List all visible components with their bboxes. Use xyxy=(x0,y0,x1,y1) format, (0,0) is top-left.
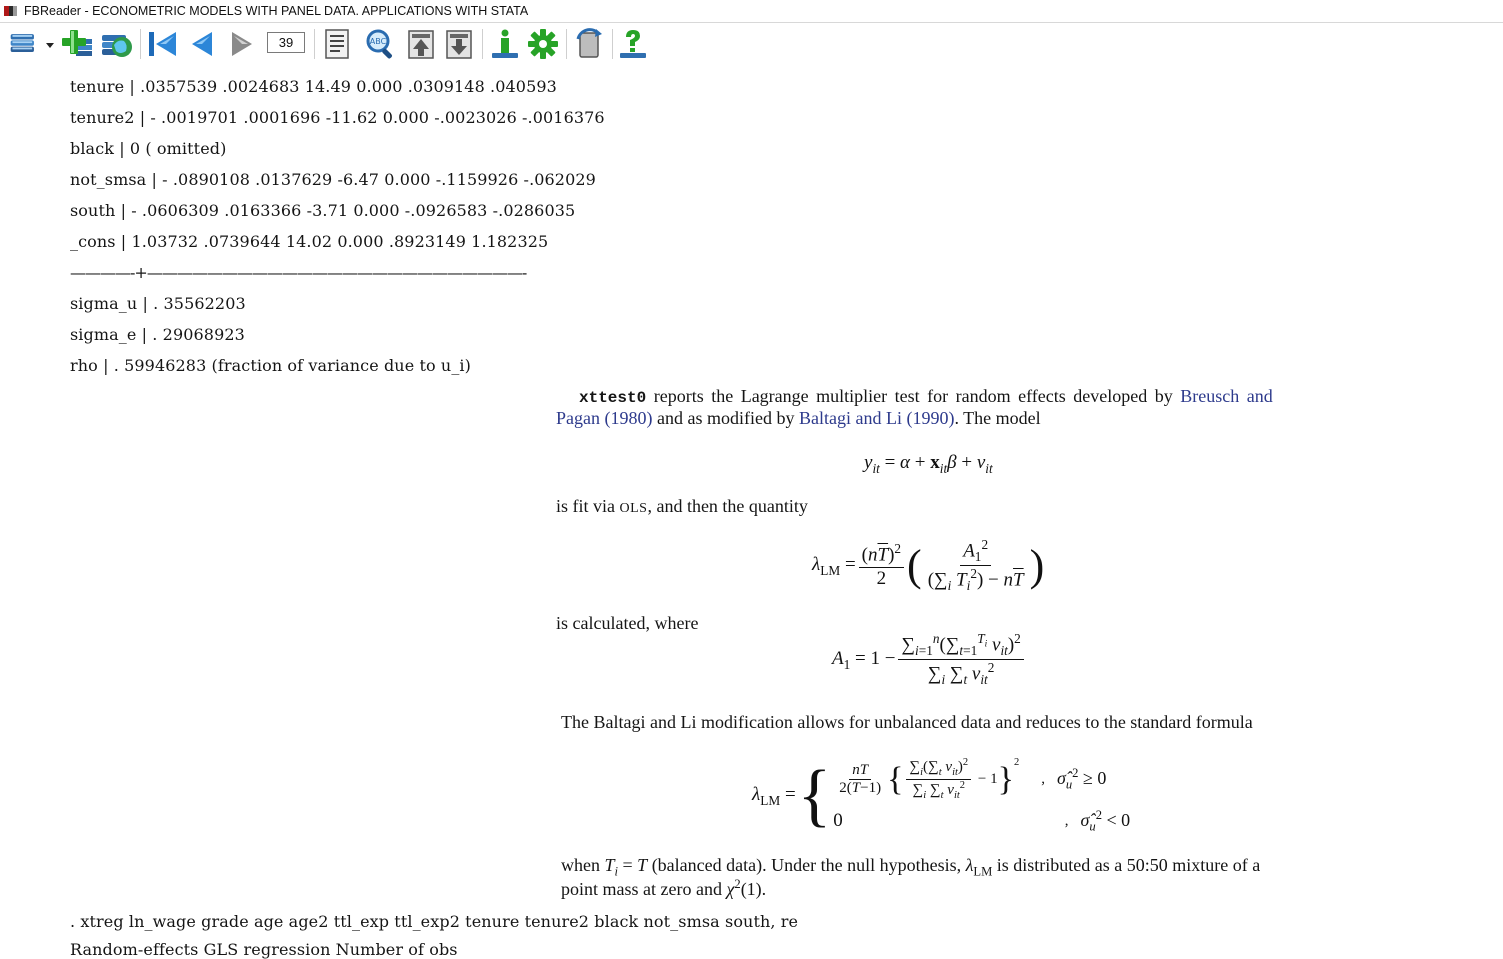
table-of-contents-icon[interactable] xyxy=(320,27,354,61)
title-bar xyxy=(0,0,1503,23)
library-icon[interactable] xyxy=(6,27,44,61)
stata-output-line: black | 0 ( omitted) xyxy=(70,139,227,158)
toolbar-separator xyxy=(566,29,567,59)
stata-output-line: rho | . 59946283 (fraction of variance due to u_i) xyxy=(70,356,471,375)
toolbar-separator xyxy=(314,29,315,59)
stata-output-line: _cons | 1.03732 .0739644 14.02 0.000 .8923149 1.182325 xyxy=(70,232,549,251)
page-number-field[interactable]: 39 xyxy=(267,32,305,53)
stata-output-line: sigma_e | . 29068923 xyxy=(70,325,245,344)
a1-equation: $A_1 = 1$ − $\frac{\sum_{i=1}^n(\sum_{t=1}^{T_i} v_{it})^2}{\sum_i \sum_t v_{it}^2}$ xyxy=(832,632,1027,688)
page-down-icon[interactable] xyxy=(442,27,476,61)
stata-output-line-partial: Random-effects GLS regression Number of obs xyxy=(70,940,458,959)
stata-command-line: . xtreg ln_wage grade age age2 ttl_exp ttl_exp2 tenure tenure2 black not_smsa south, re xyxy=(70,912,799,931)
manual-paragraph: is calculated, where xyxy=(556,613,699,633)
manual-paragraph: Pagan (1980) and as modified by Baltagi and Li (1990). The model xyxy=(556,408,1041,428)
stata-output-line: south | - .0606309 .0163366 -3.71 0.000 -.0926583 -.0286035 xyxy=(70,201,576,220)
preferences-icon[interactable] xyxy=(526,27,560,61)
network-library-icon[interactable] xyxy=(100,27,134,61)
model-equation: $y_{it} = \alpha + x_{it}\beta + \nu_{it}$ xyxy=(864,452,993,476)
go-back-icon[interactable] xyxy=(186,27,220,61)
stata-output-divider: ————-+—————————————————————————- xyxy=(70,263,527,282)
stata-output-line: not_smsa | - .0890108 .0137629 -6.47 0.000 -.1159926 -.062029 xyxy=(70,170,596,189)
search-icon[interactable] xyxy=(364,27,398,61)
manual-paragraph: when $T_i = T$ (balanced data). Under the null hypothesis, $\lambda_{LM}$ is distributed as a 50:50 mixture of a xyxy=(561,855,1261,879)
stata-output-line: tenure | .0357539 .0024683 14.49 0.000 .0309148 .040593 xyxy=(70,77,557,96)
manual-paragraph: xttest0 reports the Lagrange multiplier test for random effects developed by Breusch and xyxy=(579,386,1273,407)
stata-output-line: sigma_u | . 35562203 xyxy=(70,294,246,313)
manual-paragraph: is fit via OLS, and then the quantity xyxy=(556,496,808,516)
library-dropdown-chevron-icon[interactable] xyxy=(44,27,56,61)
go-first-page-icon[interactable] xyxy=(146,27,180,61)
citation-link[interactable]: Pagan xyxy=(556,408,600,428)
lm-statistic-equation: $\lambda_{LM}$ = $\frac{(n\overline{T})^2}{2}$ ( $\frac{A_1^2}{(\sum_i T_i^2) - n\overline{T}}$ ) xyxy=(812,537,1045,594)
window-title: FBReader - ECONOMETRIC MODELS WITH PANEL DATA. APPLICATIONS WITH STATA xyxy=(24,4,529,18)
citation-link[interactable]: Baltagi and Li xyxy=(798,408,902,428)
manual-paragraph: point mass at zero and $\chi^2(1)$. xyxy=(561,877,767,899)
command-name: xttest0 xyxy=(579,389,647,407)
toolbar-separator xyxy=(612,29,613,59)
fbreader-app-icon xyxy=(4,5,18,17)
citation-link[interactable]: Breusch and xyxy=(1180,386,1273,406)
rotate-screen-icon[interactable] xyxy=(572,27,606,61)
toolbar-separator xyxy=(140,29,141,59)
go-forward-icon[interactable] xyxy=(224,27,258,61)
help-icon[interactable] xyxy=(616,27,650,61)
book-info-icon[interactable] xyxy=(488,27,522,61)
manual-paragraph: The Baltagi and Li modification allows for unbalanced data and reduces to the standard formula xyxy=(561,712,1253,732)
stata-output-line: tenure2 | - .0019701 .0001696 -11.62 0.000 -.0023026 -.0016376 xyxy=(70,108,605,127)
piecewise-lm-equation: $\lambda_{LM}$ = { $\frac{nT}{2(T-1)}$ { $\frac{\sum_i(\sum_t v_{it})^2}{\sum_i \sum_t v_{it}^2}$ − 1 } $^2$ , $\sigmâ_u^2 \ge 0$ 0 , $\sigmâ_u^2 < 0$ xyxy=(752,757,1131,834)
toolbar xyxy=(0,23,1503,65)
toolbar-separator xyxy=(482,29,483,59)
page-up-icon[interactable] xyxy=(404,27,438,61)
svg-text:ABC: ABC xyxy=(369,37,387,46)
add-book-icon[interactable] xyxy=(62,27,96,61)
